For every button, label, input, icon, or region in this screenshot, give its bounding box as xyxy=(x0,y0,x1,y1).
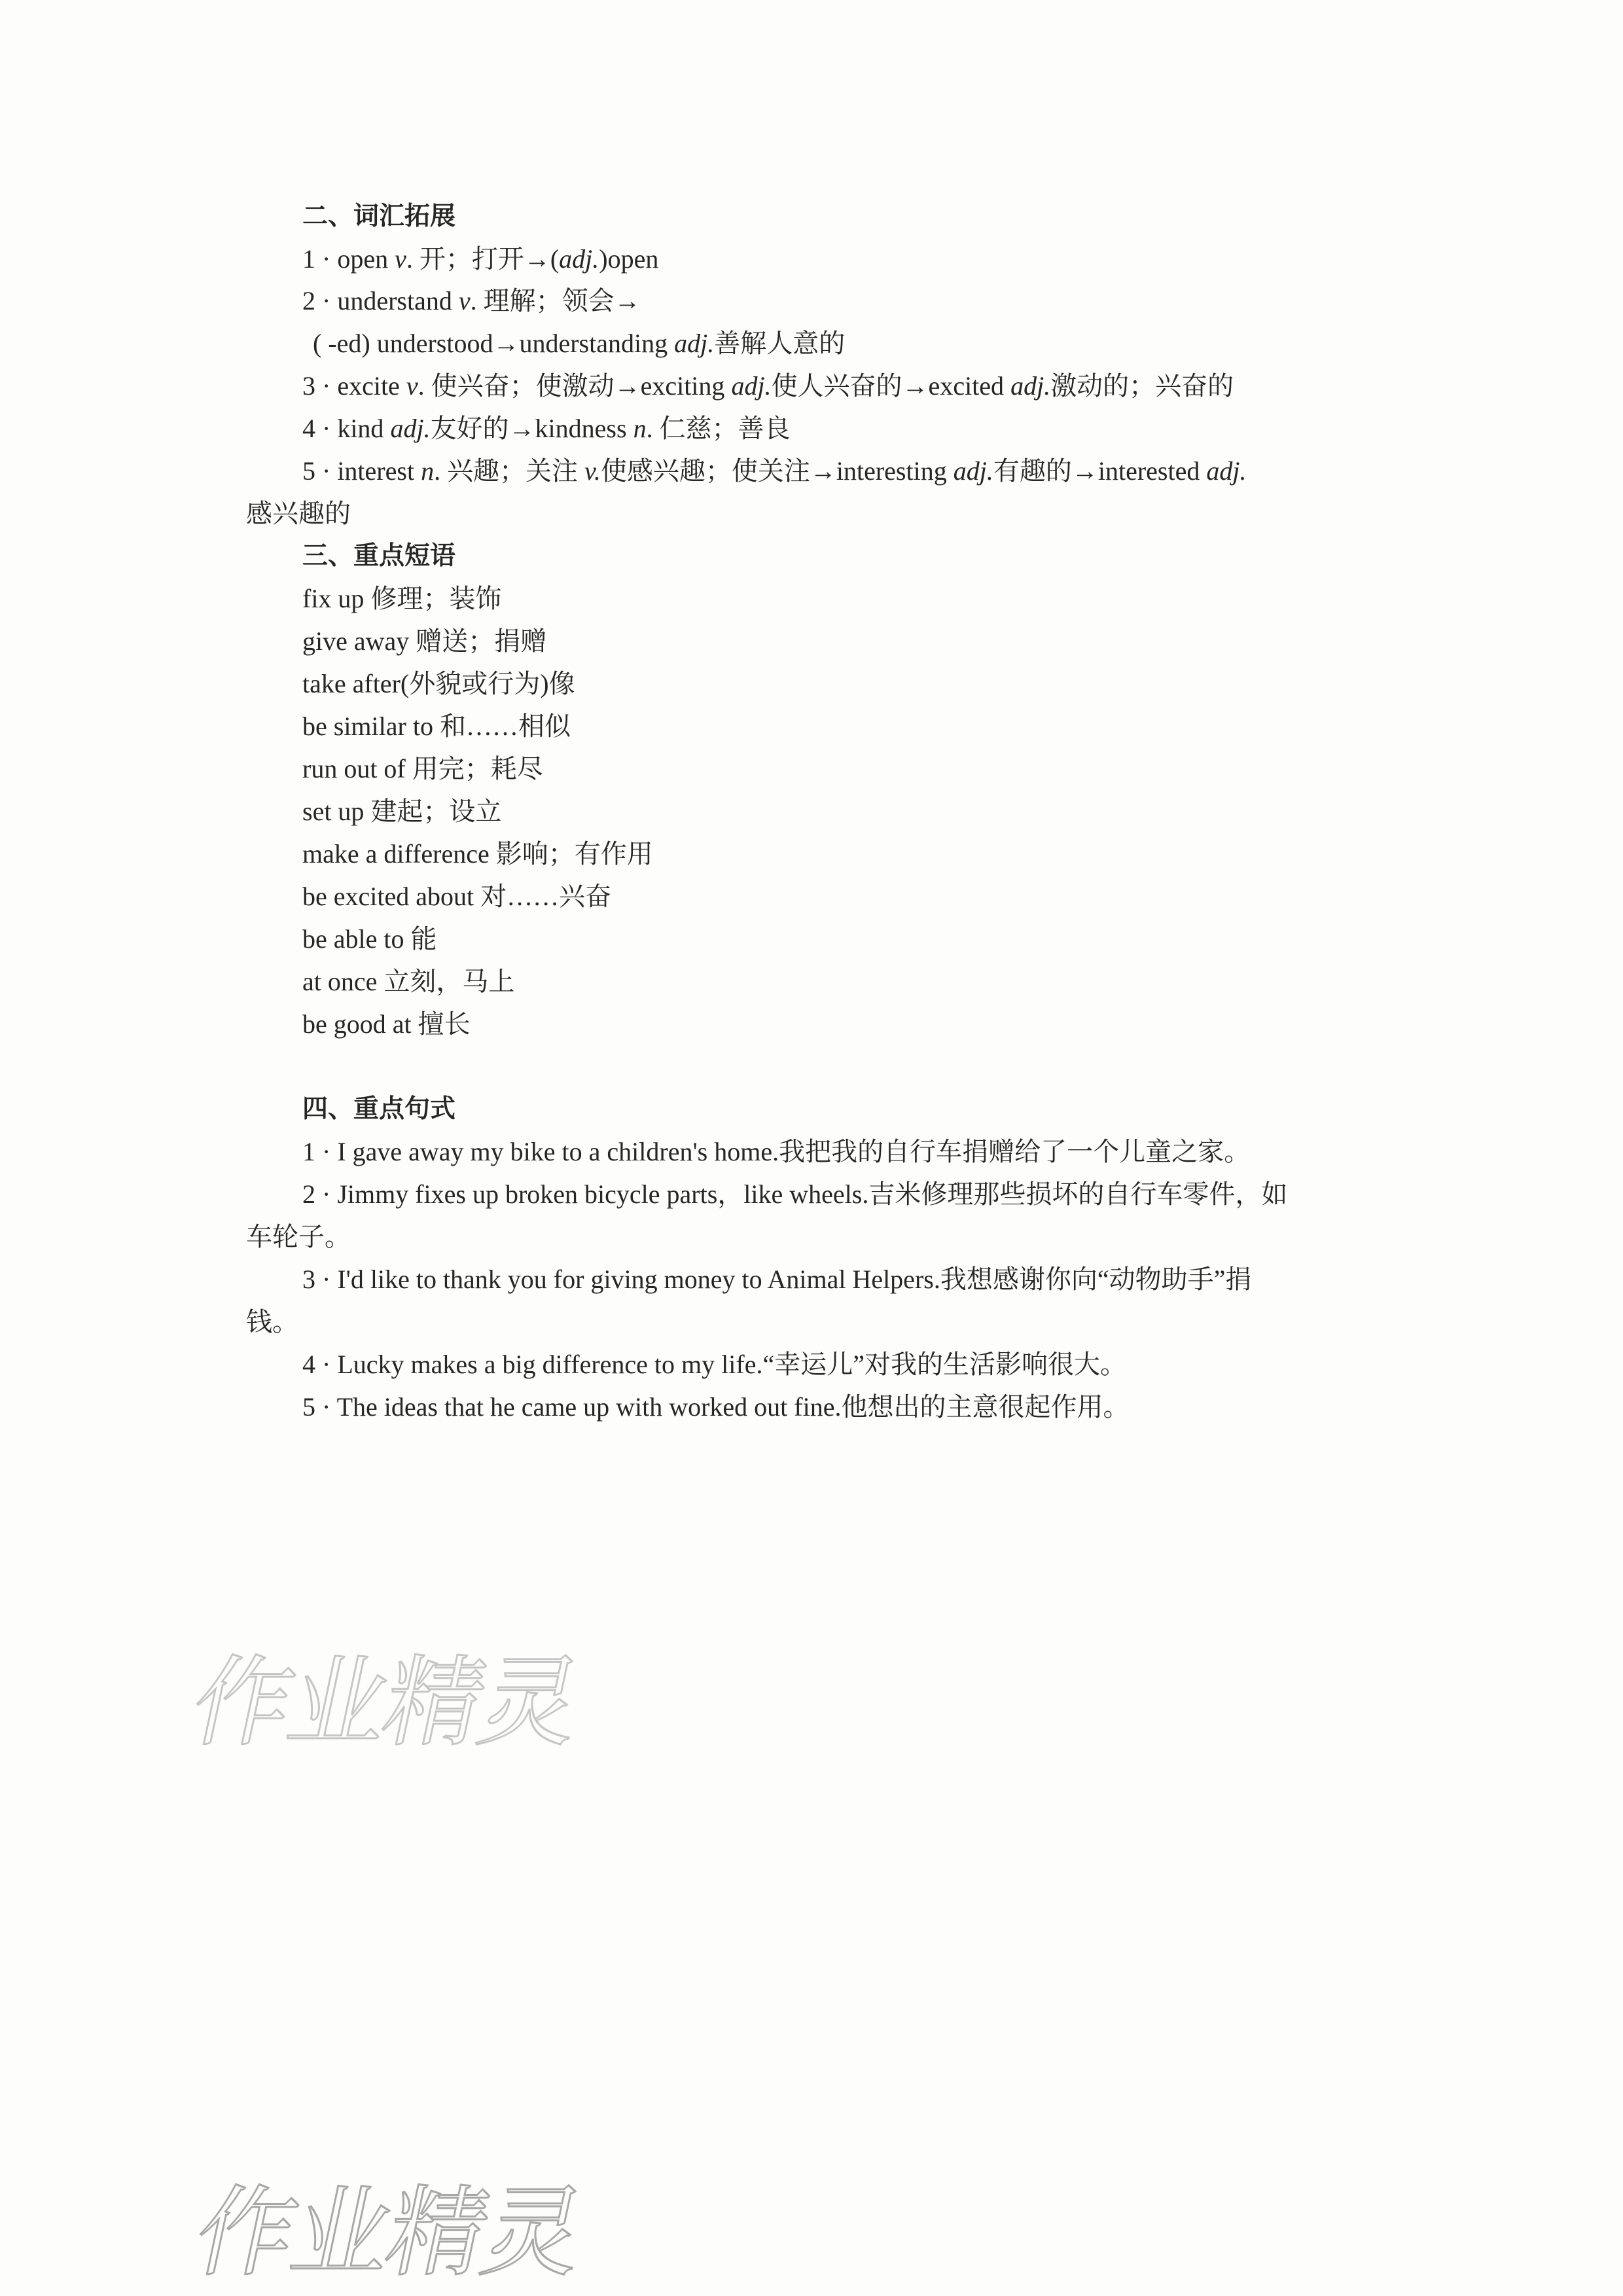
phrase-item: give away 赠送；捐赠 xyxy=(302,626,547,656)
phrase-item: make a difference 影响；有作用 xyxy=(302,839,653,869)
vocab-item-1: 1 · open v. 开；打开→(adj.)open xyxy=(302,244,659,274)
vocab-item-5-continued: 感兴趣的 xyxy=(246,499,351,528)
vocab-item-2-continued: ( -ed) understood→understanding adj.善解人意的 xyxy=(313,329,846,358)
sentence-item: 3 · I'd like to thank you for giving money to Animal Helpers.我想感谢你向“动物助手”捐 xyxy=(302,1265,1252,1294)
section-heading-vocabulary: 二、词汇拓展 xyxy=(302,202,456,231)
phrase-item: be similar to 和……相似 xyxy=(302,711,571,741)
sentence-item: 2 · Jimmy fixes up broken bicycle parts，like wheels.吉米修理那些损坏的自行车零件，如 xyxy=(302,1179,1288,1209)
sentence-item: 5 · The ideas that he came up with worked out fine.他想出的主意很起作用。 xyxy=(302,1392,1130,1422)
section-heading-sentences: 四、重点句式 xyxy=(302,1094,456,1124)
watermark-logo: 作业精灵 xyxy=(185,2176,592,2290)
section-heading-phrases: 三、重点短语 xyxy=(302,541,456,571)
vocab-item-3: 3 · excite v. 使兴奋；使激动→exciting adj.使人兴奋的→excited adj.激动的；兴奋的 xyxy=(302,371,1234,401)
sentence-item-continued: 车轮子。 xyxy=(246,1222,351,1251)
sentence-item: 1 · I gave away my bike to a children's home.我把我的自行车捐赠给了一个儿童之家。 xyxy=(302,1137,1251,1166)
vocab-item-5: 5 · interest n. 兴趣；关注 v.使感兴趣；使关注→interesting adj.有趣的→interested adj. xyxy=(302,456,1247,486)
vocab-item-2: 2 · understand v. 理解；领会→ xyxy=(302,286,641,315)
phrase-item: fix up 修理；装饰 xyxy=(302,584,502,613)
vocab-item-4: 4 · kind adj.友好的→kindness n. 仁慈；善良 xyxy=(302,414,791,443)
phrase-item: run out of 用完；耗尽 xyxy=(302,754,543,783)
phrase-item: at once 立刻，马上 xyxy=(302,967,515,996)
phrase-item: set up 建起；设立 xyxy=(302,797,502,826)
sentence-item-continued: 钱。 xyxy=(246,1307,298,1336)
phrase-item: be excited about 对……兴奋 xyxy=(302,882,612,911)
phrase-item: take after(外貌或行为)像 xyxy=(302,669,575,698)
phrase-item: be able to 能 xyxy=(302,924,437,954)
sentence-item: 4 · Lucky makes a big difference to my life.“幸运儿”对我的生活影响很大。 xyxy=(302,1350,1126,1379)
phrase-item: be good at 擅长 xyxy=(302,1009,471,1039)
watermark-logo: 作业精灵 xyxy=(182,1646,589,1760)
